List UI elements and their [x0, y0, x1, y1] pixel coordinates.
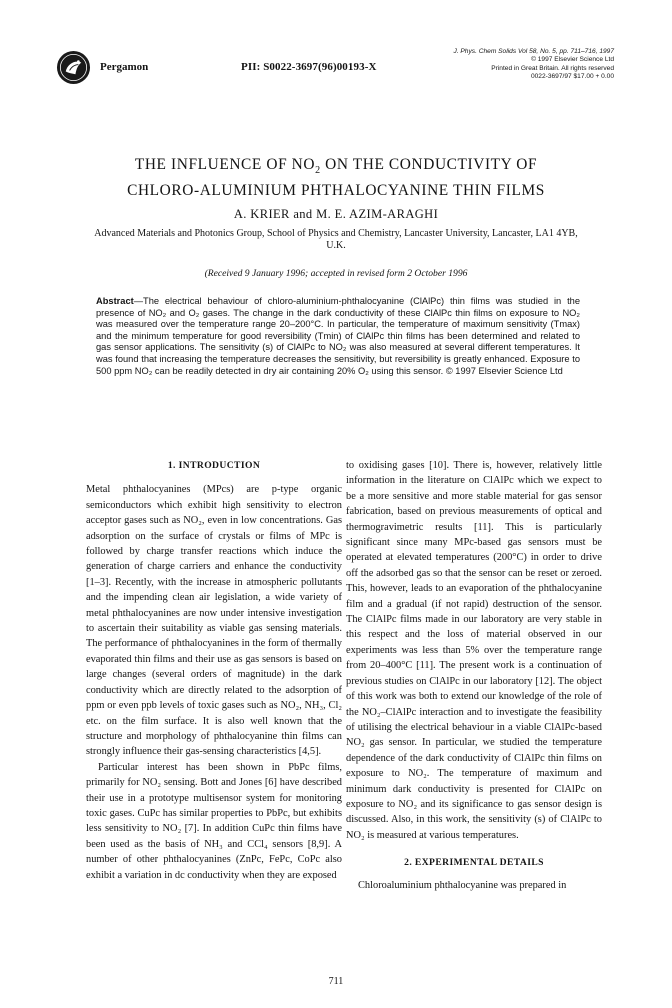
authors: A. KRIER and M. E. AZIM-ARAGHI [233, 207, 439, 221]
journal-info [453, 48, 614, 82]
paper-title [40, 155, 632, 201]
abstract-label: Abstract [96, 296, 134, 306]
title-line-2: CHLORO-ALUMINIUM PHTHALOCYANINE THIN FILMS [127, 182, 545, 200]
section-heading-experimental: 2. EXPERIMENTAL DETAILS [404, 857, 544, 869]
experimental-paragraph-1: Chloroaluminium phthalocyanine was prepared in [358, 879, 567, 891]
intro-paragraph-3: to oxidising gases [10]. There is, however, relatively little information in the literature on ClAlPc which we expect to be a more sensitive and more stable material for gas sensor fabrication, based on previous measurements of optical and thermogravimetric results [11]. This is particularly significant since many MPc-based gas sensors must be operated at elevated temperatures (200°C) in order to drive off the adsorbed gas so that the sensor can be reset or zeroed. This, however, leads to an evaporation of the phthalocyanine film and a gradual (if not rapid) destruction of the sensor. The ClAlPc films made in our laboratory are very stable in this respect and the loss of material observed in our experiments was less than 5% over the temperature range from 20–400°C [11]. The present work is a continuation of previous studies on ClAlPc in our laboratory [12]. The object of this work was both to extend our knowledge of the role of the NO₂–ClAlPc interaction and to investigate the feasibility of utilising the electrical behaviour in a viable ClAlPc-based NO₂ gas sensor. In particular, we studied the temperature dependence of the dark conductivity of ClAlPc thin films on exposure to NO₂. The temperature of maximum and minimum dark conductivity is presented for ClAlPc on exposure to NO₂ and its significance to gas sensor design is discussed. Also, in this work, the sensitivity (s) of ClAlPc to NO₂ is measured at various temperatures. [346, 460, 602, 841]
received-dates: (Received 9 January 1996; accepted in revised form 2 October 1996 [204, 268, 468, 279]
journal-citation: J. Phys. Chem Solids Vol 58, No. 5, pp. 711–716, 1997 [453, 48, 614, 55]
copyright-line: © 1997 Elsevier Science Ltd [531, 56, 614, 64]
pergamon-logo-icon [56, 50, 91, 85]
intro-paragraph-2: Particular interest has been shown in PbPc films, primarily for NO₂ sensing. Bott and Jones [6] have described their use in a prototype multisensor system for monitoring toxic gases. CuPc has similar properties to PbPc, but exhibits less sensitivity to NO₂ [7]. In addition CuPc thin films have been used as the basis of NH₃ and CCl₄ sensors [8,9]. A number of other phthalocyanines (ZnPc, FePc, CoPc also exhibit a variation in dc conductivity when they are exposed [86, 761, 342, 881]
abstract-text: —The electrical behaviour of chloro-aluminium-phthalocyanine (ClAlPc) thin films was studied in the presence of NO₂ and O₂ gases. The change in the dark conductivity of these ClAlPc thin films on exposure to NO₂ was measured over the temperature range 20–200°C. In particular, the temperature of maximum sensitivity (Tmax) and the minimum temperature for good reversibility (Tmin) of ClAlPc thin films has been determined and related to gas sensor applications. The sensitivity (s) of ClAlPc to NO₂ was also measured at several different temperatures. It was found that increasing the temperature decreases the sensitivity, but reversibility is greatly enhanced. Exposure to 500 ppm NO₂ can be readily detected in dry air containing 20% O₂ using this sensor. © 1997 Elsevier Science Ltd [96, 296, 580, 376]
intro-paragraph-1: Metal phthalocyanines (MPcs) are p-type organic semiconductors which exhibit high sensitivity to electron acceptor gases such as NO₂, even in low concentrations. Gas adsorption on the surface of crystals or films of MPc is followed by charge transfer reactions which induce the generation of charge carriers and enhance the conductivity [1–3]. Recently, with the increase in atmospheric pollutants and the impending clean air legislation, a wide variety of metal phthalocyanines are now under intensive investigation to ascertain their suitability as viable gas sensing materials. The performance of phthalocyanines in the form of thermally evaporated thin films and their use as gas sensors is based on large changes (several orders of magnitude) in the dark conductivity which are directly related to the adsorption of ppm or even ppb levels of toxic gases such as NO₂, NH₃, Cl₂ etc. on the film surface. It is also well known that the structure and morphology of phthalocyanine thin films can strongly influence their gas-sensing characteristics [4,5]. [86, 484, 342, 758]
printed-line: Printed in Great Britain. All rights reserved [491, 64, 614, 72]
pii-code: PII: S0022-3697(96)00193-X [241, 61, 377, 73]
abstract [96, 296, 580, 377]
issn-line: 0022-3697/97 $17.00 + 0.00 [530, 73, 614, 81]
title-line-1: THE INFLUENCE OF $NO_2$ ON THE CONDUCTIVITY OF [134, 156, 538, 177]
section-heading-introduction: 1. INTRODUCTION [167, 460, 261, 471]
affiliation: Advanced Materials and Photonics Group, School of Physics and Chemistry, Lancaster University, Lancaster, LA1 4YB, U.K. [94, 228, 578, 251]
page-number: 711 [328, 976, 344, 987]
right-column [346, 458, 602, 893]
left-column [86, 458, 342, 883]
publisher-name: Pergamon [100, 61, 149, 73]
